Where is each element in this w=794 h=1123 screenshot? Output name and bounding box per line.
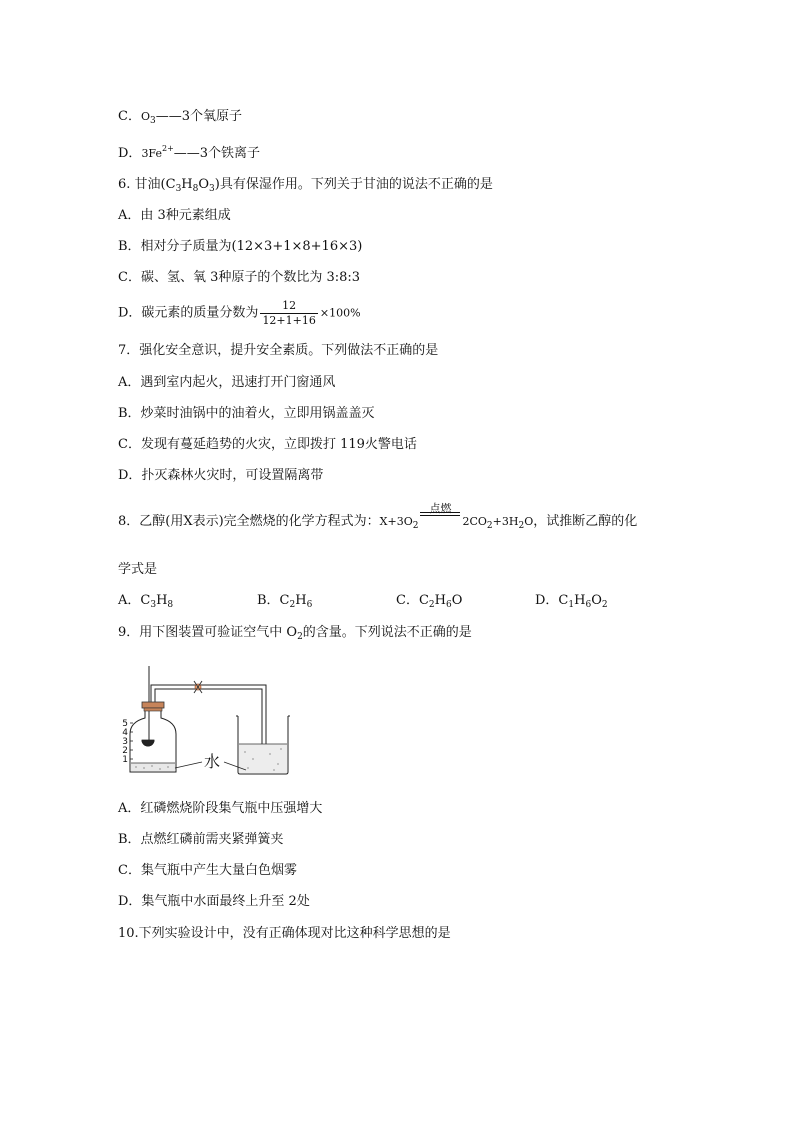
experiment-apparatus-figure [118, 660, 338, 785]
q6-fraction: $\frac{12}{12+1+16}$ [262, 299, 316, 327]
q7-option-b: B．炒菜时油锅中的油着火，立即用锅盖盖灭 [118, 406, 375, 421]
q9-stem: 9．用下图装置可验证空气中 $O_2$的含量。下列说法不正确的是 [118, 625, 472, 642]
q8-option-b: B．$C_2H_6$ [257, 593, 313, 610]
q6-option-b: B．相对分子质量为(12×3+1×8+16×3) [118, 239, 363, 254]
q9-option-b: B．点燃红磷前需夹紧弹簧夹 [118, 832, 284, 847]
q9-option-c: C．集气瓶中产生大量白色烟雾 [118, 863, 297, 878]
scale-label-4: 4 [122, 728, 128, 738]
q5-option-c-formula: $O_3$ [140, 110, 156, 126]
q5-option-d-formula: $3Fe^{2+}$ [141, 144, 174, 160]
spring-clamp-icon [194, 681, 202, 693]
q7-option-c: C．发现有蔓延趋势的火灾，立即拨打 119火警电话 [118, 437, 417, 452]
q5-option-d-label: D． [118, 146, 142, 161]
q7-option-d: D．扑灭森林火灾时，可设置隔离带 [118, 468, 324, 483]
q8-stem: 8．乙醇(用X表示)完全燃烧的化学方程式为：$X+3O_2$ 点燃 $2CO_2+3H_2O$，试推断乙醇的化 [118, 502, 638, 531]
q6-option-a: A．由 3种元素组成 [118, 208, 231, 223]
water-label: 水 [204, 752, 221, 771]
q9-option-a: A．红磷燃烧阶段集气瓶中压强增大 [118, 801, 323, 816]
scale-label-3: 3 [122, 737, 128, 747]
scale-label-2: 2 [122, 746, 128, 756]
scale-label-1: 1 [122, 755, 128, 765]
q8-option-d: D．$C_1H_6O_2$ [535, 593, 608, 610]
scale-label-5: 5 [122, 719, 128, 729]
q8-option-c: C．$C_2H_6O$ [396, 593, 463, 610]
q6-option-c: C．碳、氢、氧 3种原子的个数比为 3:8:3 [118, 270, 361, 285]
q5-option-c-label: C． [118, 109, 141, 124]
q8-condition-arrow: 点燃 [418, 513, 462, 531]
q5-option-d-text: ——3个铁离子 [173, 146, 261, 161]
q5-option-d [118, 145, 260, 163]
q5-option-c-text: ——3个氧原子 [155, 109, 242, 124]
q8-option-a: A．$C_3H_8$ [118, 593, 174, 610]
q6-option-d: D．碳元素的质量分数为 $\frac{12}{12+1+16}$ ×100% [118, 299, 361, 327]
q8-equation: $X+3O_2$ 点燃 $2CO_2+3H_2O$ [379, 502, 534, 531]
q10-stem: 10.下列实验设计中，没有正确体现对比这种科学思想的是 [118, 926, 451, 941]
q6-stem: 6. 甘油$(C_3H_8O_3)$具有保湿作用。下列关于甘油的说法不正确的是 [118, 177, 493, 194]
q7-stem: 7．强化安全意识，提升安全素质。下列做法不正确的是 [118, 343, 439, 358]
q7-option-a: A．遇到室内起火，迅速打开门窗通风 [118, 375, 336, 390]
q8-stem-cont: 学式是 [118, 562, 158, 577]
q5-option-c [118, 108, 242, 126]
q9-option-d: D．集气瓶中水面最终上升至 2处 [118, 894, 310, 909]
